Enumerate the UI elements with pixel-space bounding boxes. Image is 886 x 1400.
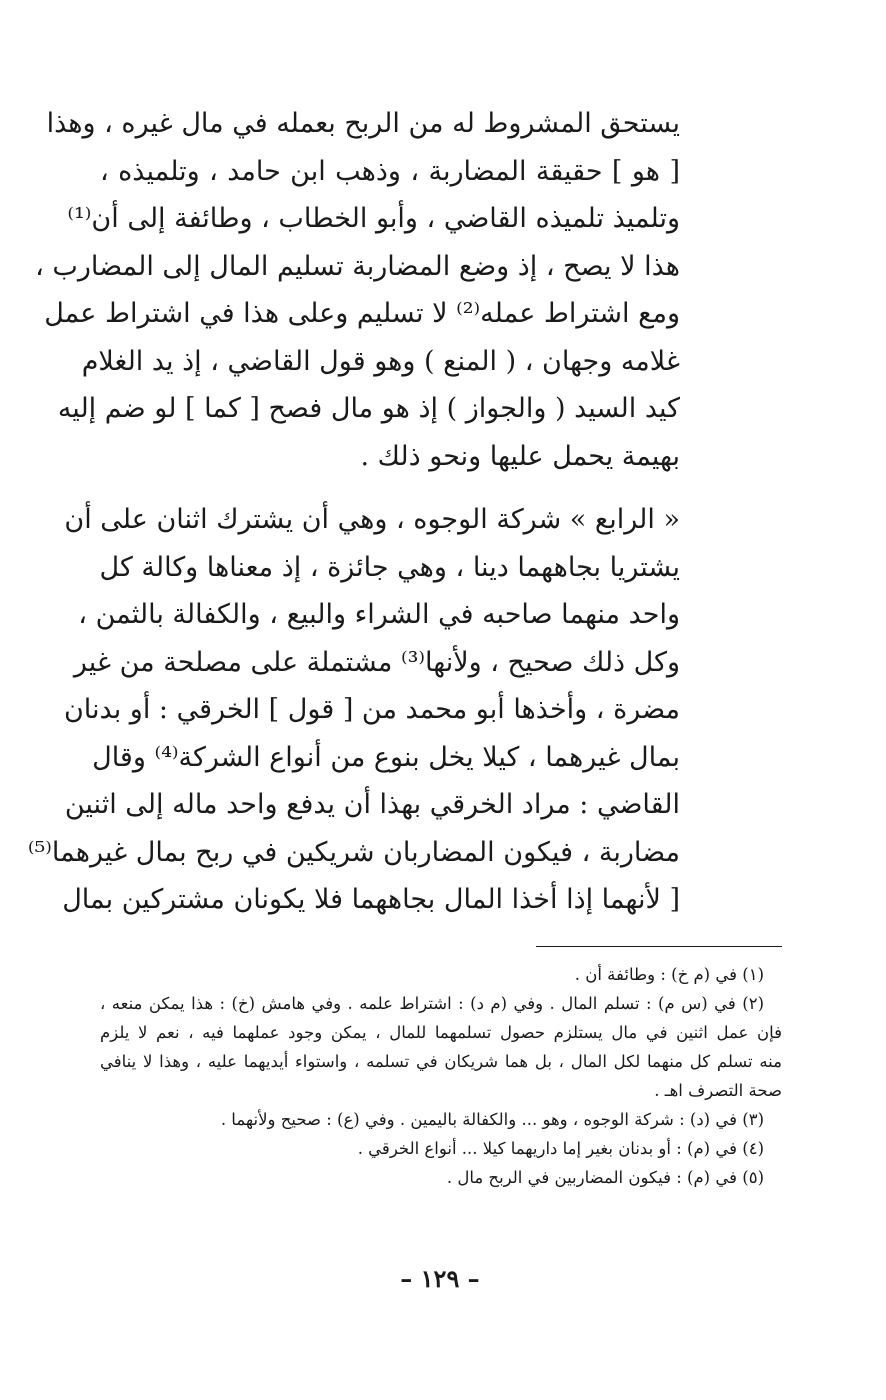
text-line: واحد منهما صاحبه في الشراء والبيع ، والكفالة بالثمن ، (78, 599, 680, 630)
footnote-1 (100, 960, 782, 989)
text-line: بمال غيرهما ، كيلا يخل بنوع من أنواع الشركة⁽⁴⁾ وقال (92, 741, 680, 773)
footnote-line: (٤) في (م) : أو بدنان بغير إما داريهما كيلا ... أنواع الخرقي . (357, 1139, 764, 1158)
footnote-line: (١) في (م خ) : وطائفة أن . (574, 965, 764, 984)
footnote-5 (100, 1163, 782, 1192)
footnote-line: (٣) في (د) : شركة الوجوه ، وهو ... والكفالة باليمين . وفي (ع) : صحيح ولأنهما . (220, 1110, 764, 1129)
footnote-line: منه تسلم كل منهما لكل المال ، بل هما شريكان في تسلمه ، واستواء أيديهما عليه ، وهذا لا ينافي (100, 1052, 782, 1071)
footnote-line: صحة التصرف اهـ . (654, 1081, 782, 1100)
footnote-3 (100, 1105, 782, 1134)
text-line: غلامه وجهان ، ( المنع ) وهو قول القاضي ، إذ يد الغلام (81, 345, 680, 377)
footnote-2 (100, 989, 782, 1105)
text-line: بهيمة يحمل عليها ونحو ذلك . (360, 440, 680, 472)
footnotes (100, 960, 782, 1192)
footnote-line: (٥) في (م) : فيكون المضاربين في الربح مال . (446, 1168, 764, 1187)
text-line: القاضي : مراد الخرقي بهذا أن يدفع واحد ماله إلى اثنين (64, 789, 680, 820)
paragraph-1 (35, 100, 680, 480)
text-line: كيد السيد ( والجواز ) إذ هو مال فصح [ كما ] لو ضم إليه (57, 393, 680, 424)
footnote-separator (536, 946, 782, 947)
footnote-4 (100, 1134, 782, 1163)
footnote-line: فإن عمل اثنين في مال يستلزم حصول تسلمهما للمال ، يمكن وجود عملهما فيه ، نعم لا يلزم (100, 1023, 782, 1042)
text-line: ومع اشتراط عمله⁽²⁾ لا تسليم وعلى هذا في اشتراط عمل (44, 298, 680, 329)
text-line: وتلميذ تلميذه القاضي ، وأبو الخطاب ، وطائفة إلى أن⁽¹⁾ (67, 203, 680, 234)
text-line: مضاربة ، فيكون المضاربان شريكين في ربح بمال غيرهما⁽⁵⁾ (27, 836, 680, 868)
main-text (27, 100, 680, 924)
text-line: وكل ذلك صحيح ، ولأنها⁽³⁾ مشتملة على مصلحة من غير (73, 646, 680, 678)
text-line: يشتريا بجاههما دينا ، وهي جائزة ، إذ معناها وكالة كل (99, 551, 680, 583)
text-line: هذا لا يصح ، إذ وضع المضاربة تسليم المال إلى المضارب ، (35, 250, 680, 282)
footnote-line: (٢) في (س م) : تسلم المال . وفي (م د) : اشتراط علمه . وفي هامش (خ) : هذا يمكن منعه ، (100, 994, 764, 1013)
page-number: – ١٢٩ – (400, 1264, 480, 1293)
paragraph-2 (27, 496, 680, 924)
text-line: مضرة ، وأخذها أبو محمد من [ قول ] الخرقي : أو بدنان (63, 694, 680, 725)
text-line: [ هو ] حقيقة المضاربة ، وذهب ابن حامد ، وتلميذه ، (100, 155, 680, 187)
text-line: يستحق المشروط له من الربح بعمله في مال غيره ، وهذا (46, 108, 680, 139)
text-line: « الرابع » شركة الوجوه ، وهي أن يشترك اثنان على أن (64, 504, 680, 535)
text-line: [ لأنهما إذا أخذا المال بجاههما فلا يكونان مشتركين بمال (62, 884, 680, 915)
